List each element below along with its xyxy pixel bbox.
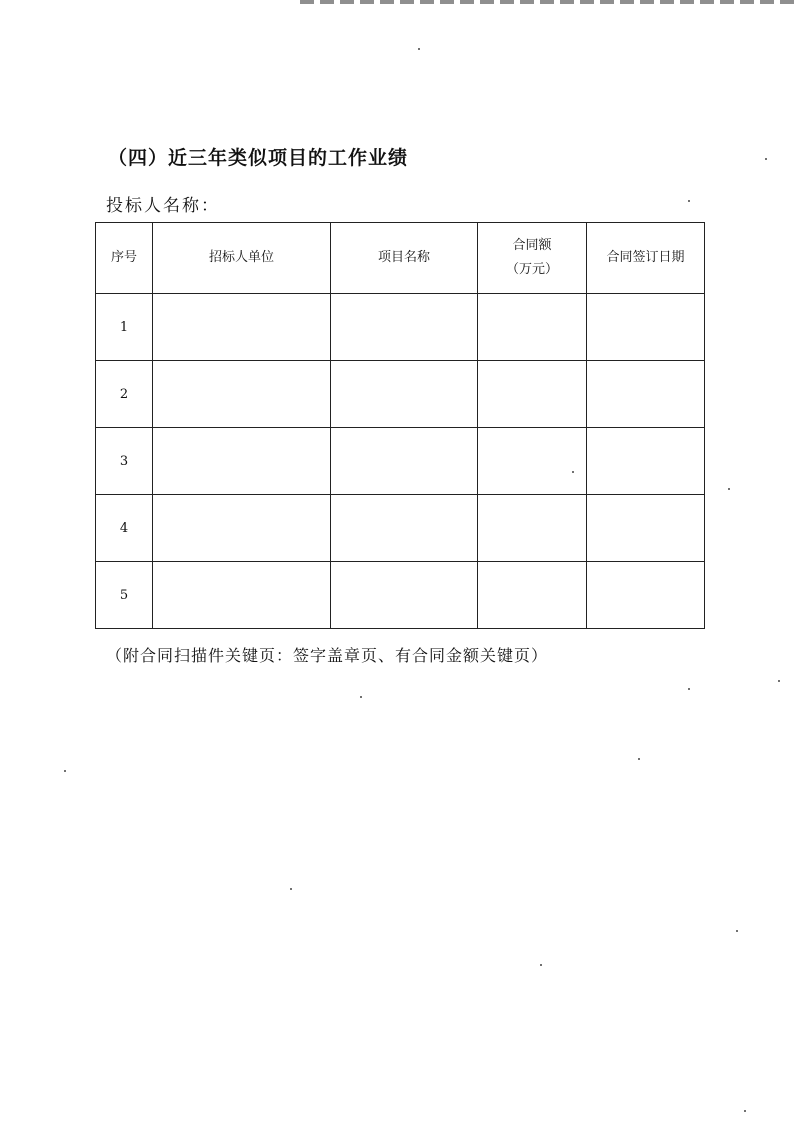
scan-speck bbox=[765, 158, 767, 160]
scan-speck bbox=[418, 48, 420, 50]
row-tenderer bbox=[153, 361, 331, 428]
scan-speck bbox=[572, 471, 574, 473]
header-contract-amount bbox=[478, 223, 587, 294]
header-seq: 序号 bbox=[96, 223, 153, 294]
scan-speck bbox=[778, 680, 780, 682]
scan-speck bbox=[728, 488, 730, 490]
row-project-name bbox=[331, 428, 478, 495]
header-contract-amount-unit: （万元） bbox=[505, 262, 558, 277]
row-contract-amount bbox=[478, 428, 587, 495]
scan-speck bbox=[736, 930, 738, 932]
scan-speck bbox=[744, 1110, 746, 1112]
row-project-name bbox=[331, 361, 478, 428]
scan-speck bbox=[64, 770, 66, 772]
row-seq: 2 bbox=[96, 361, 153, 428]
row-project-name bbox=[331, 562, 478, 629]
row-sign-date bbox=[587, 495, 705, 562]
table-header-row bbox=[96, 223, 705, 294]
section-title: （四）近三年类似项目的工作业绩 bbox=[108, 147, 409, 169]
table-row bbox=[96, 428, 705, 495]
row-seq: 5 bbox=[96, 562, 153, 629]
row-seq: 4 bbox=[96, 495, 153, 562]
row-contract-amount bbox=[478, 562, 587, 629]
table-row bbox=[96, 361, 705, 428]
row-project-name bbox=[331, 495, 478, 562]
header-contract-amount-label: 合同额 bbox=[512, 238, 552, 253]
header-project-name: 项目名称 bbox=[331, 223, 478, 294]
row-project-name bbox=[331, 294, 478, 361]
header-tenderer: 招标人单位 bbox=[153, 223, 331, 294]
row-sign-date bbox=[587, 294, 705, 361]
row-seq: 3 bbox=[96, 428, 153, 495]
row-contract-amount bbox=[478, 294, 587, 361]
scan-speck bbox=[540, 964, 542, 966]
row-sign-date bbox=[587, 428, 705, 495]
row-tenderer bbox=[153, 294, 331, 361]
row-seq: 1 bbox=[96, 294, 153, 361]
table-row bbox=[96, 495, 705, 562]
scan-speck bbox=[688, 200, 690, 202]
scan-speck bbox=[688, 688, 690, 690]
table-row bbox=[96, 294, 705, 361]
attachment-note: （附合同扫描件关键页：签字盖章页、有合同金额关键页） bbox=[106, 646, 549, 665]
scan-speck bbox=[290, 888, 292, 890]
scan-header-artifact bbox=[300, 0, 800, 4]
bidder-name-label: 投标人名称： bbox=[106, 196, 220, 216]
row-sign-date bbox=[587, 361, 705, 428]
row-sign-date bbox=[587, 562, 705, 629]
row-contract-amount bbox=[478, 495, 587, 562]
row-contract-amount bbox=[478, 361, 587, 428]
performance-table bbox=[95, 222, 705, 629]
table-row bbox=[96, 562, 705, 629]
row-tenderer bbox=[153, 495, 331, 562]
row-tenderer bbox=[153, 428, 331, 495]
scan-speck bbox=[638, 758, 640, 760]
scan-speck bbox=[360, 696, 362, 698]
header-sign-date: 合同签订日期 bbox=[587, 223, 705, 294]
row-tenderer bbox=[153, 562, 331, 629]
